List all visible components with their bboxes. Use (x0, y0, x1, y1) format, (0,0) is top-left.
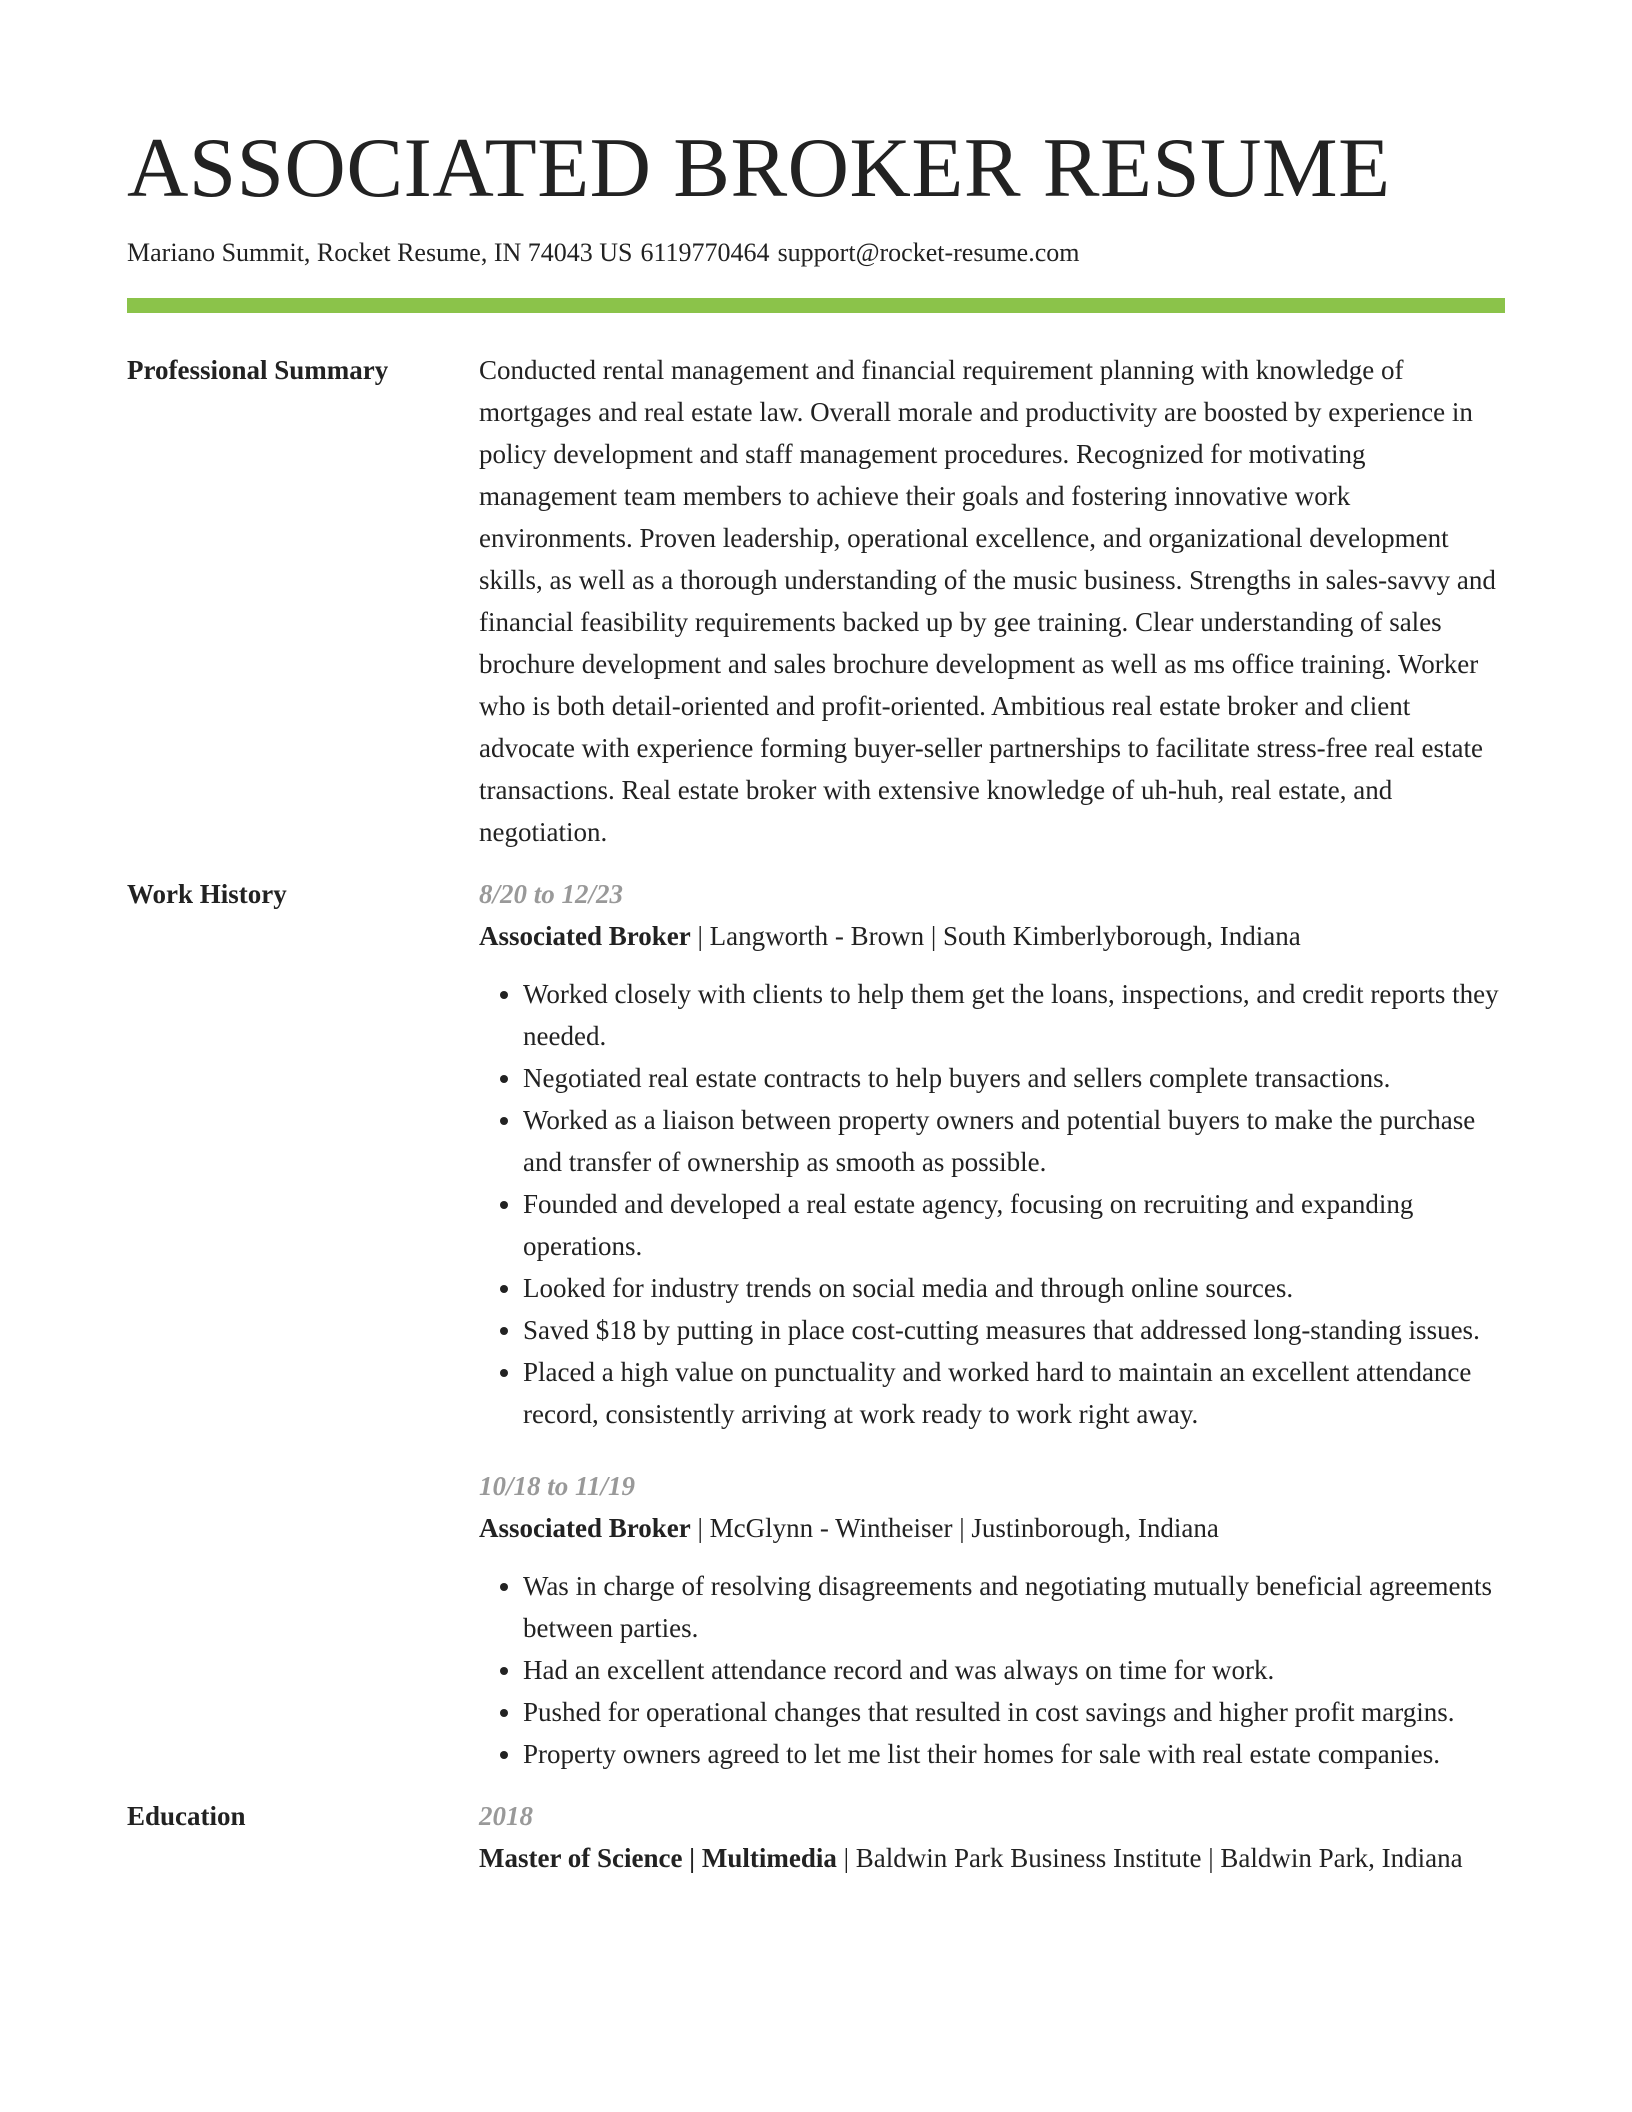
education-section (127, 1795, 1505, 1879)
list-item: • Saved $18 by putting in place cost-cutting measures that addressed long-standing issues. (523, 1309, 1505, 1351)
job-bullet-list (479, 1565, 1505, 1775)
section-title-education: Education (127, 1801, 246, 1831)
job-role-line (479, 1507, 1505, 1549)
list-item: • Property owners agreed to let me list their homes for sale with real estate companies. (523, 1733, 1505, 1775)
job-role: Associated Broker (479, 921, 691, 951)
list-item: • Placed a high value on punctuality and worked hard to maintain an excellent attendance record, consistently arriving at work ready to work right away. (523, 1351, 1505, 1435)
work-history-section (127, 873, 1505, 1775)
contact-email: support@rocket-resume.com (777, 238, 1080, 267)
job-dates: 10/18 to 11/19 (479, 1471, 636, 1501)
list-item: • Pushed for operational changes that resulted in cost savings and higher profit margins. (523, 1691, 1505, 1733)
section-title-work-history: Work History (127, 879, 287, 909)
summary-body (479, 349, 1505, 853)
list-item: • Worked as a liaison between property owners and potential buyers to make the purchase and transfer of ownership as smooth as possible. (523, 1099, 1505, 1183)
list-item: • Worked closely with clients to help them get the loans, inspections, and credit reports they needed. (523, 973, 1505, 1057)
section-title-summary: Professional Summary (127, 355, 389, 385)
job-entry (479, 873, 1505, 1435)
job-role: Associated Broker (479, 1513, 691, 1543)
job-entry (479, 1465, 1505, 1775)
job-bullet-list (479, 973, 1505, 1435)
contact-line (127, 236, 1505, 270)
work-history-body (479, 873, 1505, 1775)
contact-address: Mariano Summit, Rocket Resume, IN 74043 US (127, 238, 633, 267)
resume-title: ASSOCIATED BROKER RESUME (127, 121, 1391, 215)
education-line (479, 1837, 1505, 1879)
list-item: • Looked for industry trends on social media and through online sources. (523, 1267, 1505, 1309)
job-details: | Langworth - Brown | South Kimberlyborough, Indiana (690, 921, 1301, 951)
header-divider (127, 298, 1505, 313)
list-item: • Was in charge of resolving disagreements and negotiating mutually beneficial agreements between parties. (523, 1565, 1505, 1649)
list-item: • Negotiated real estate contracts to help buyers and sellers complete transactions. (523, 1057, 1505, 1099)
job-details: | McGlynn - Wintheiser | Justinborough, Indiana (690, 1513, 1219, 1543)
education-degree: Master of Science | Multimedia (479, 1843, 837, 1873)
education-details: | Baldwin Park Business Institute | Baldwin Park, Indiana (836, 1843, 1463, 1873)
list-item: • Had an excellent attendance record and was always on time for work. (523, 1649, 1505, 1691)
job-dates: 8/20 to 12/23 (479, 879, 624, 909)
education-body (479, 1795, 1505, 1879)
summary-text: Conducted rental management and financial requirement planning with knowledge of mortgages and real estate law. Overall morale and productivity are boosted by experience in policy development and staff management procedures. Recognized for motivating management team members to achieve their goals and fostering innovative work environments. Proven leadership, operational excellence, and organizational development skills, as well as a thorough understanding of the music business. Strengths in sales-savvy and financial feasibility requirements backed up by gee training. Clear understanding of sales brochure development and sales brochure development as well as ms office training. Worker who is both detail-oriented and profit-oriented. Ambitious real estate broker and client advocate with experience forming buyer-seller partnerships to facilitate stress-free real estate transactions. Real estate broker with extensive knowledge of uh-huh, real estate, and negotiation. (479, 355, 1496, 847)
job-role-line (479, 915, 1505, 957)
education-year: 2018 (479, 1801, 533, 1831)
summary-section (127, 349, 1505, 853)
contact-phone: 6119770464 (640, 238, 770, 267)
list-item: • Founded and developed a real estate agency, focusing on recruiting and expanding operations. (523, 1183, 1505, 1267)
